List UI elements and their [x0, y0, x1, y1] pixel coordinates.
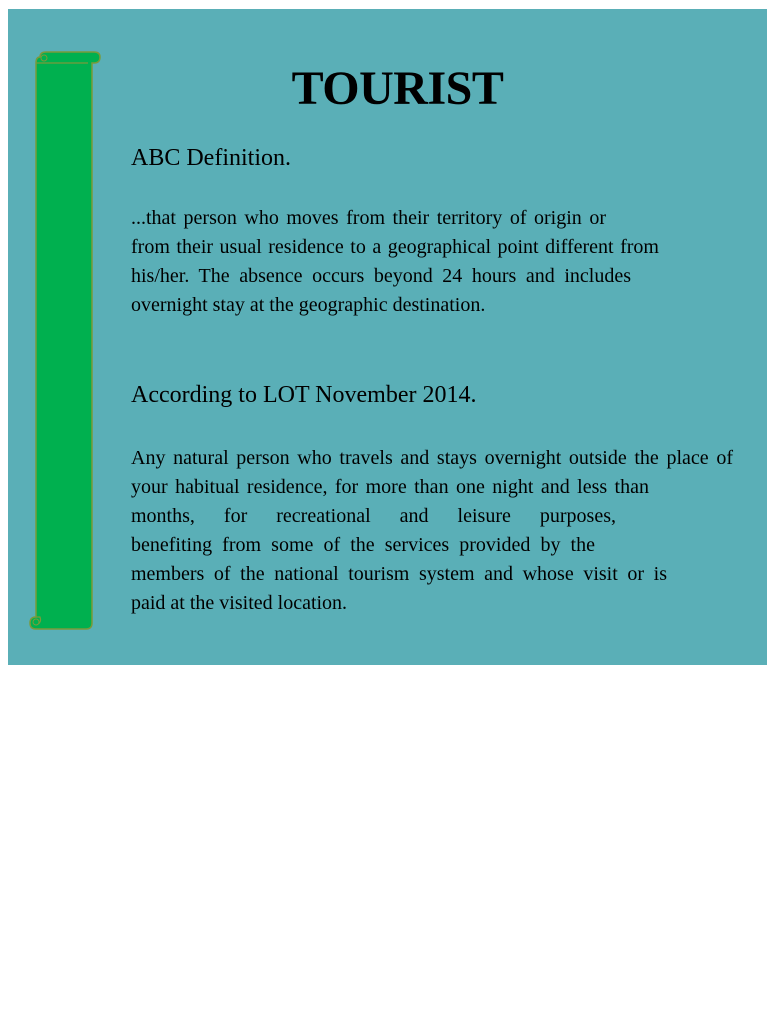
- slide: [8, 9, 767, 665]
- section1-line: overnight stay at the geographic destination.: [131, 294, 486, 316]
- slide-title: TOURIST: [291, 62, 504, 115]
- scroll-banner-icon: [28, 51, 102, 631]
- section2-line: benefiting from some of the services provided by the: [131, 534, 595, 556]
- section2-line: Any natural person who travels and stays overnight outside the place of: [131, 447, 733, 469]
- section2-line: members of the national tourism system and whose visit or is: [131, 563, 667, 585]
- section2-line: paid at the visited location.: [131, 592, 348, 614]
- section1-line: his/her. The absence occurs beyond 24 hours and includes: [131, 265, 631, 287]
- section2-line: months, for recreational and leisure purposes,: [131, 505, 616, 527]
- section2-heading: According to LOT November 2014.: [131, 382, 477, 408]
- section1-line: ...that person who moves from their territory of origin or: [131, 207, 606, 229]
- section1-heading: ABC Definition.: [131, 145, 291, 171]
- section2-line: your habitual residence, for more than one night and less than: [131, 476, 649, 498]
- section1-line: from their usual residence to a geographical point different from: [131, 236, 659, 258]
